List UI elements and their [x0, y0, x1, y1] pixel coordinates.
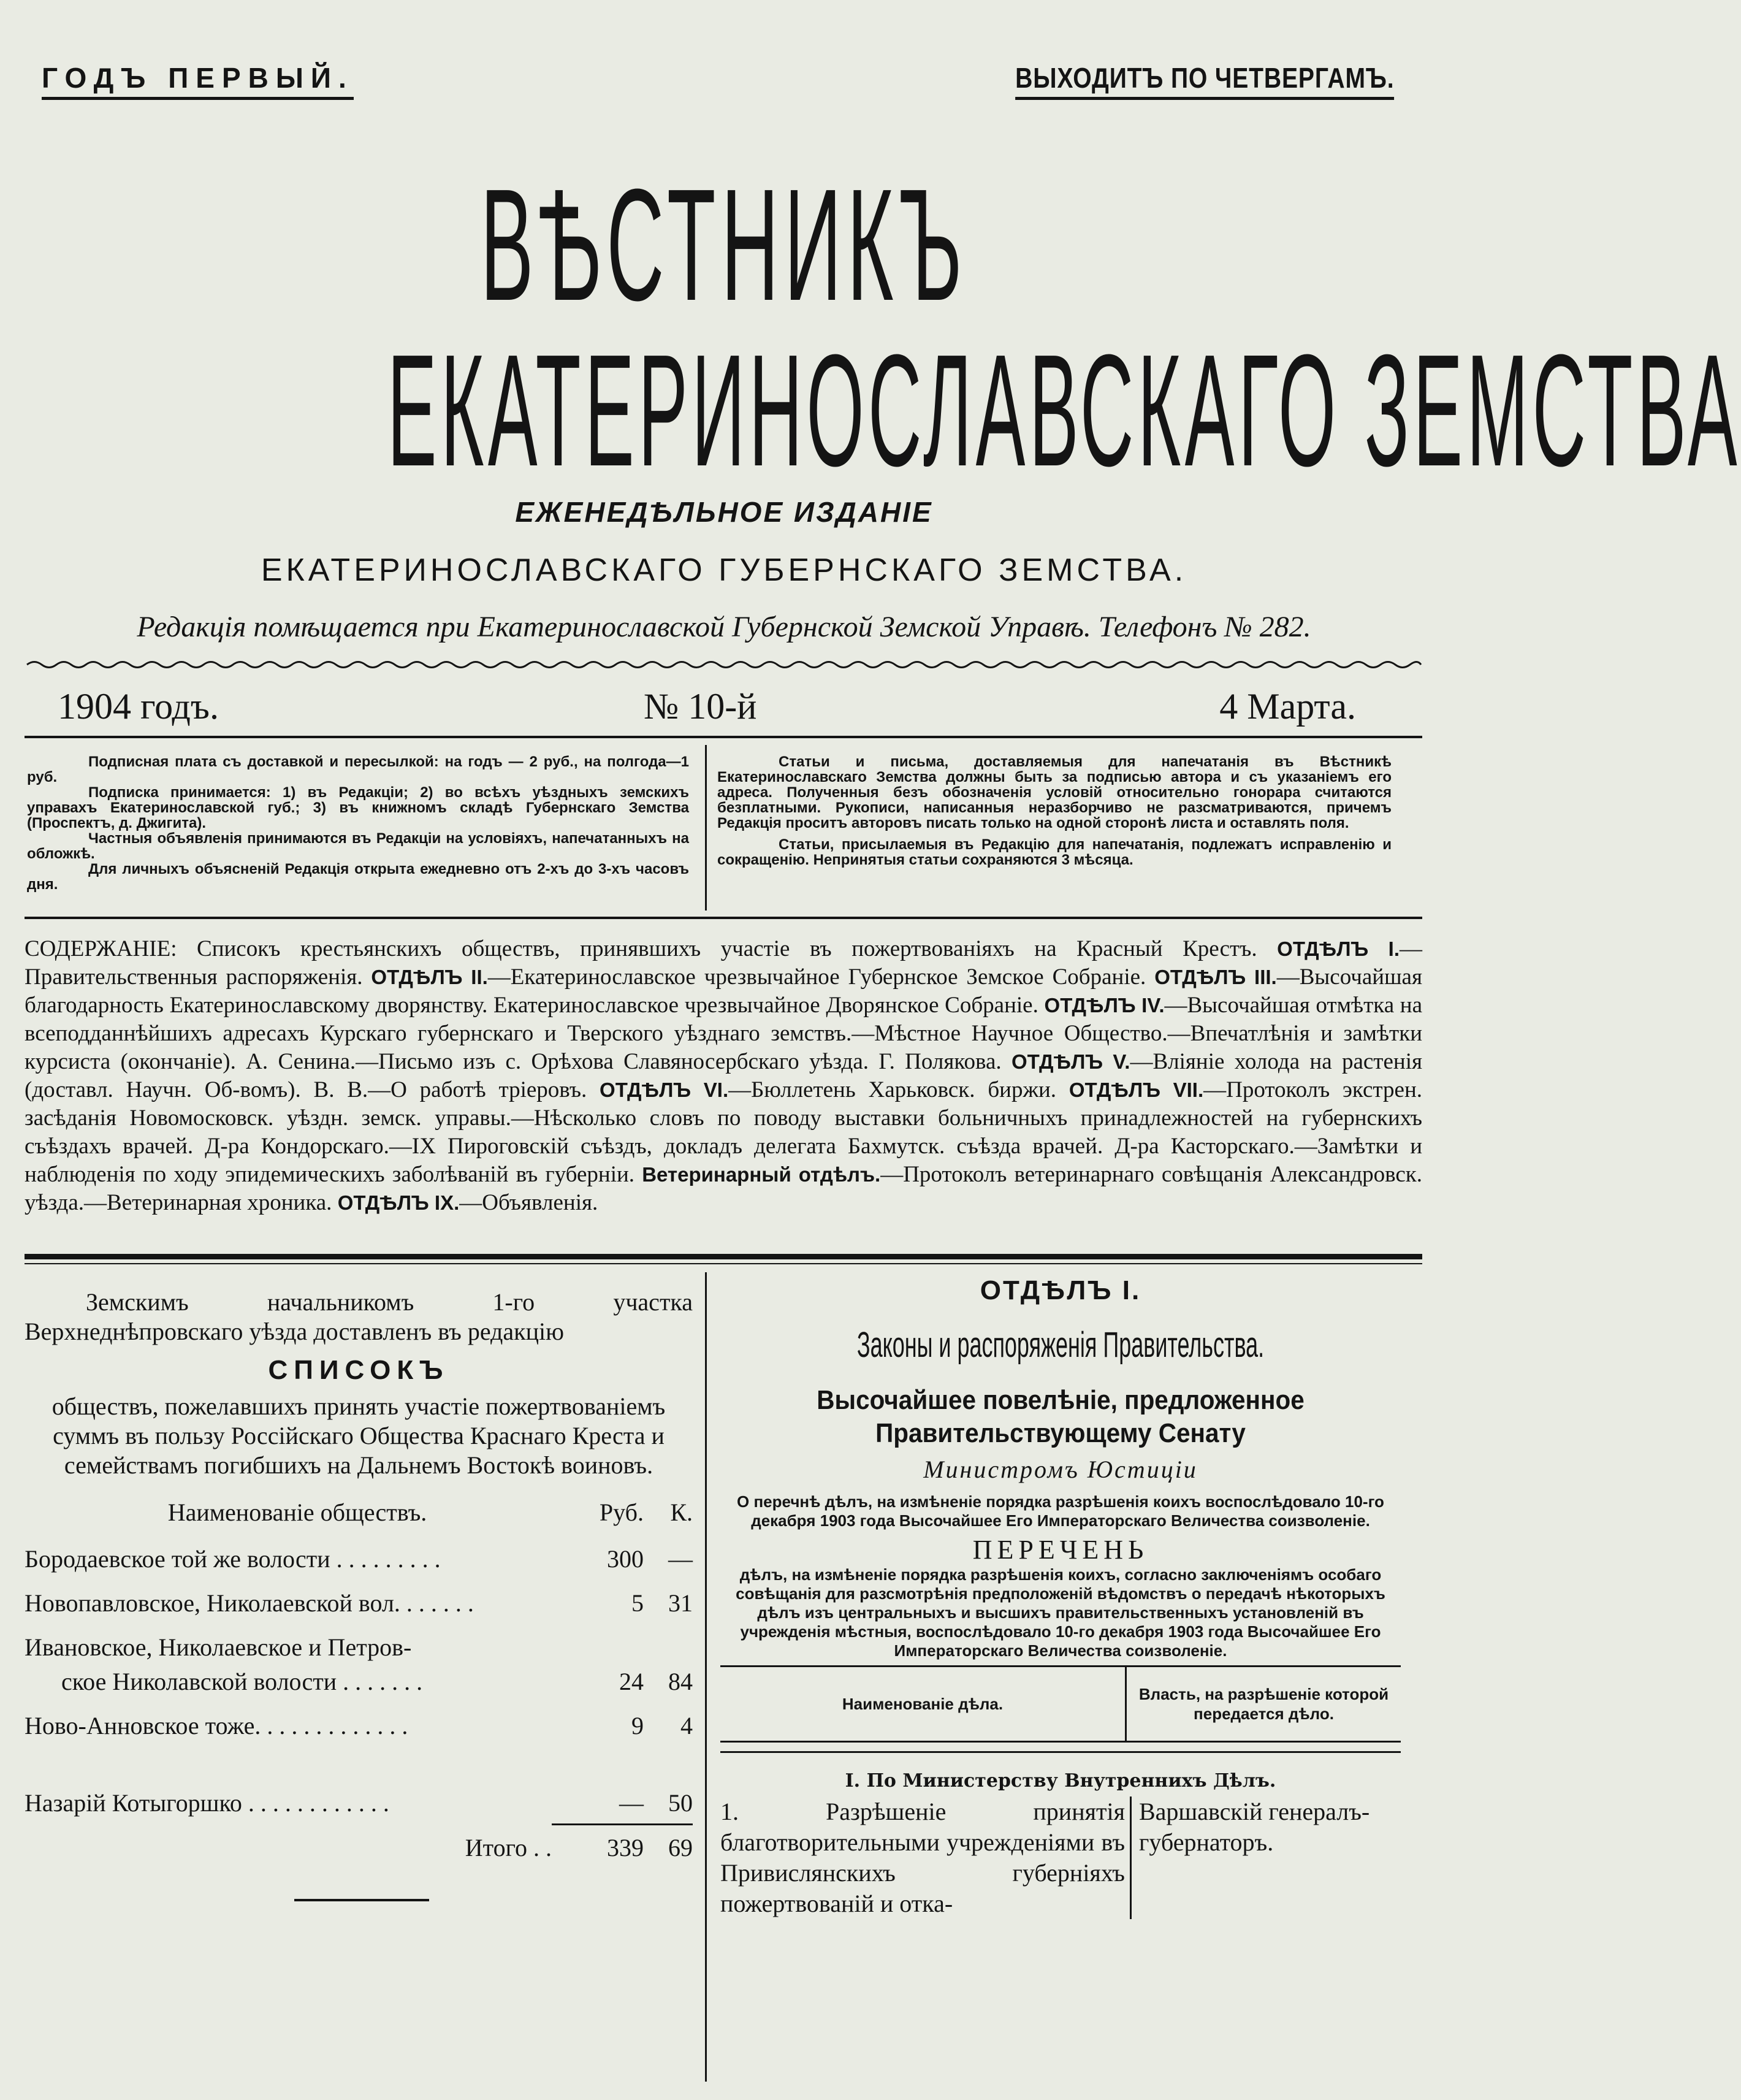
- subscription-line: Частныя объявленія принимаются въ Редакціи на условіяхъ, напечатанныхъ на обложкѣ.: [27, 830, 689, 862]
- section-subtitle: Законы и распоряженія Правительства.: [856, 1325, 1265, 1365]
- contents-part-label: ОТДѢЛЪ VII.: [1069, 1079, 1204, 1101]
- entry-authority: Варшавскій генералъ-губернаторъ.: [1139, 1798, 1370, 1856]
- contents-part-label: ОТДѢЛЪ VI.: [600, 1079, 729, 1101]
- subscription-line: Статьи и письма, доставляемыя для напечатанія въ Вѣстникѣ Екатеринославскаго Земства должны быть за подписью автора и съ указаніемъ его адреса. Полученныя безъ обозначенія условій относительно гонорара считаются безплатными. Рукописи, написанныя неразборчиво не разсматриваются, причемъ Редакція проситъ авторовъ писать только на одной сторонѣ листа и оставлять поля.: [717, 754, 1392, 831]
- row-rub: 5: [631, 1589, 644, 1617]
- list-intro: Земскимъ начальникомъ 1-го участка Верхнеднѣпровскаго уѣзда доставленъ въ редакцію: [25, 1288, 693, 1345]
- issue-year: 1904 годъ.: [58, 686, 219, 727]
- row-name: Ново-Анновское тоже. . . . . . . . . . . . .: [25, 1712, 408, 1739]
- publisher: ЕКАТЕРИНОСЛАВСКАГО ГУБЕРНСКАГО ЗЕМСТВА.: [261, 552, 1187, 588]
- contents-part-text: —Бюллетень Харьковск. биржи.: [728, 1077, 1057, 1102]
- right-column: [720, 1275, 1401, 1919]
- subscription-left: [27, 754, 689, 892]
- rule-top: [25, 736, 1422, 738]
- list-row: [25, 1627, 693, 1662]
- ministry-heading: I. По Министерству Внутреннихъ Дѣлъ.: [845, 1770, 1276, 1792]
- total-rule: [552, 1823, 693, 1825]
- contents-part-text: —Протоколъ экстрен. засѣданія Новомосковск. уѣздн. земск. управы.—Нѣсколько словъ по поводу выставки больничныхъ принадлежностей на губернскихъ съѣздахъ врачей. Д-ра Кондорскаго.—IX Пироговскій съѣздъ, докладъ делегата Бахмутск. съѣзда врачей. Д-ра Касторскаго.—Замѣтки и наблюденія по ходу эпидемическихъ заболѣваній въ губерніи.: [25, 1077, 1423, 1187]
- wavy-divider: [27, 659, 1421, 670]
- decree-note: О перечнѣ дѣлъ, на измѣненіе порядка разрѣшенія коихъ воспослѣдовало 10-го декабря 1903 года Высочайшее Его Императорскаго Величества соизволеніе.: [737, 1492, 1384, 1530]
- contents-part-text: —Высочайшая отмѣтка на всеподданнѣйшихъ адресахъ Курскаго губернскаго и Тверского уѣзднаго земствъ.—Мѣстное Научное Общество.—Впечатлѣнія и замѣтки курсиста (окончаніе). А. Сенина.—Письмо изъ с. Орѣхова Славяносербскаго уѣзда. Г. Полякова.: [25, 993, 1423, 1074]
- list-row: [25, 1706, 693, 1740]
- column-divider: [705, 1272, 707, 2082]
- contents-part-text: —Объявленія.: [459, 1190, 598, 1215]
- row-rub: 24: [619, 1668, 644, 1695]
- contents-part-label: ОТДѢЛЪ V.: [1011, 1050, 1130, 1073]
- total-rub: 339: [607, 1834, 644, 1861]
- row-kop: 84: [668, 1668, 693, 1695]
- contents-part-text: —Высочайшая благодарность Екатеринославскому дворянству. Екатеринославское чрезвычайное Дворянское Собраніе.: [25, 964, 1423, 1018]
- header-kop: К.: [670, 1499, 693, 1526]
- decree-heading: Высочайшее повелѣніе, предложенное Правительствующему Сенату: [817, 1385, 1305, 1448]
- total-row: [25, 1828, 693, 1862]
- title-line-1: ВѢСТНИКЪ: [480, 156, 968, 334]
- subscription-line: Подписная плата съ доставкой и пересылкой: на годъ — 2 руб., на полгода—1 руб.: [27, 754, 689, 785]
- list-row: [25, 1583, 693, 1617]
- editorial-note: Редакція помѣщается при Екатеринославской Губернской Земской Управѣ. Телефонъ № 282.: [137, 611, 1311, 643]
- subscription-right: [717, 754, 1392, 868]
- row-name: ское Николавской волости . . . . . . .: [61, 1668, 423, 1695]
- header-name: Наименованіе обществъ.: [167, 1499, 427, 1526]
- table-rule: [720, 1751, 1401, 1753]
- row-kop: 4: [680, 1712, 693, 1739]
- contents-part-text: —Екатеринославское чрезвычайное Губернское Земское Собраніе.: [487, 964, 1146, 990]
- contents-part-label: ОТДѢЛЪ III.: [1154, 966, 1277, 988]
- contents-lead: СОДЕРЖАНІЕ: Списокъ крестьянскихъ обществъ, принявшихъ участіе въ пожертвованіяхъ на Красный Крестъ.: [25, 936, 1257, 961]
- table-header-authority: Власть, на разрѣшеніе которой передается дѣло.: [1138, 1685, 1389, 1723]
- title-line-2: ЕКАТЕРИНОСЛАВСКАГО ЗЕМСТВА: [387, 322, 1741, 500]
- contents-part-text: —Вліяніе холода на растенія (доставл. Научн. Об-вомъ). В. В.—О работѣ тріеровъ.: [25, 1049, 1423, 1102]
- subscription-line: Подписка принимается: 1) въ Редакціи; 2) во всѣхъ уѣздныхъ земскихъ управахъ Екатеринославской губ.; 3) въ книжномъ складѣ Губернскаго Земства (Проспектъ, д. Джигита).: [27, 784, 689, 831]
- subscription-line: Статьи, присылаемыя въ Редакцію для напечатанія, подлежатъ исправленію и сокращенію. Непринятыя статьи сохраняются 3 мѣсяца.: [717, 836, 1392, 868]
- issue-date: 4 Марта.: [1219, 686, 1356, 727]
- row-name: Ивановское, Николаевское и Петров-: [25, 1633, 412, 1661]
- left-column: [25, 1288, 693, 1901]
- contents-part-label: ОТДѢЛЪ IV.: [1044, 994, 1165, 1017]
- rule-heavy: [25, 1254, 1422, 1259]
- schedule-label: ВЫХОДИТЪ ПО ЧЕТВЕРГАМЪ.: [1015, 61, 1394, 100]
- contents: [25, 935, 1422, 1217]
- subscription-line: Для личныхъ объясненій Редакція открыта ежедневно отъ 2-хъ до 3-хъ часовъ дня.: [27, 861, 689, 893]
- table-header-name: Наименованіе дѣла.: [720, 1667, 1127, 1741]
- row-kop: 31: [668, 1589, 693, 1617]
- contents-part-text: —Правительственныя распоряженія.: [25, 936, 1423, 990]
- total-kop: 69: [668, 1834, 693, 1861]
- table-row: [720, 1796, 1401, 1919]
- total-label: Итого . .: [465, 1834, 552, 1861]
- subtitle: ЕЖЕНЕДѢЛЬНОЕ ИЗДАНІЕ: [515, 496, 933, 528]
- row-rub: 9: [631, 1712, 644, 1739]
- table-header: [720, 1665, 1401, 1743]
- section-title: ОТДѢЛЪ I.: [980, 1275, 1141, 1305]
- list-row: [25, 1662, 693, 1696]
- row-name: Бородаевское той же волости . . . . . . . . .: [25, 1545, 441, 1573]
- perechen-text: дѣлъ, на измѣненіе порядка разрѣшенія коихъ, согласно заключеніямъ особаго совѣщанія для разсмотрѣнія предположеній вѣдомствъ о передачѣ нѣкоторыхъ дѣлъ изъ центральныхъ и высшихъ правительственныхъ установленій въ учрежденія мѣстныя, воспослѣдовало 10-го декабря 1903 года Высочайшее Его Императорскаго Величества соизволеніе.: [736, 1565, 1385, 1660]
- issue-number: № 10-й: [644, 686, 757, 727]
- row-kop: 50: [668, 1789, 693, 1817]
- end-rule: [294, 1899, 429, 1901]
- row-name: Назарій Котыгоршко . . . . . . . . . . . .: [25, 1789, 389, 1817]
- contents-part-label: Ветеринарный отдѣлъ.: [642, 1163, 881, 1186]
- row-rub: 300: [607, 1545, 644, 1573]
- row-kop: —: [668, 1545, 693, 1573]
- list-heading: СПИСОКЪ: [268, 1355, 449, 1385]
- minister: Министромъ Юстиціи: [923, 1456, 1198, 1483]
- contents-part-text: —Протоколъ ветеринарнаго совѣщанія Александровск. уѣзда.—Ветеринарная хроника.: [25, 1162, 1423, 1215]
- box-divider: [705, 745, 707, 911]
- contents-part-label: ОТДѢЛЪ I.: [1277, 937, 1400, 960]
- list-row: [25, 1783, 693, 1817]
- rule-thin: [25, 1263, 1422, 1264]
- list-description: обществъ, пожелавшихъ принять участіе пожертвованіемъ суммъ въ пользу Россійскаго Общества Краснаго Креста и семействамъ погибшихъ на Дальнемъ Востокѣ воиновъ.: [51, 1392, 666, 1479]
- header-rub: Руб.: [599, 1499, 644, 1526]
- entry-text: 1. Разрѣшеніе принятія благотворительными учрежденіями въ Привислянскихъ губерніяхъ пожертвованій и отка-: [720, 1796, 1132, 1919]
- contents-part-label: ОТДѢЛЪ II.: [371, 966, 488, 988]
- perechen-heading: ПЕРЕЧЕНЬ: [972, 1535, 1149, 1565]
- row-name: Новопавловское, Николаевской вол. . . . . . .: [25, 1589, 474, 1617]
- year-label: ГОДЪ ПЕРВЫЙ.: [42, 61, 354, 100]
- rule-box-bottom: [25, 917, 1422, 919]
- list-row: [25, 1539, 693, 1573]
- list-header-row: [25, 1492, 693, 1527]
- contents-part-label: ОТДѢЛЪ IX.: [337, 1191, 460, 1214]
- row-rub: —: [619, 1789, 644, 1817]
